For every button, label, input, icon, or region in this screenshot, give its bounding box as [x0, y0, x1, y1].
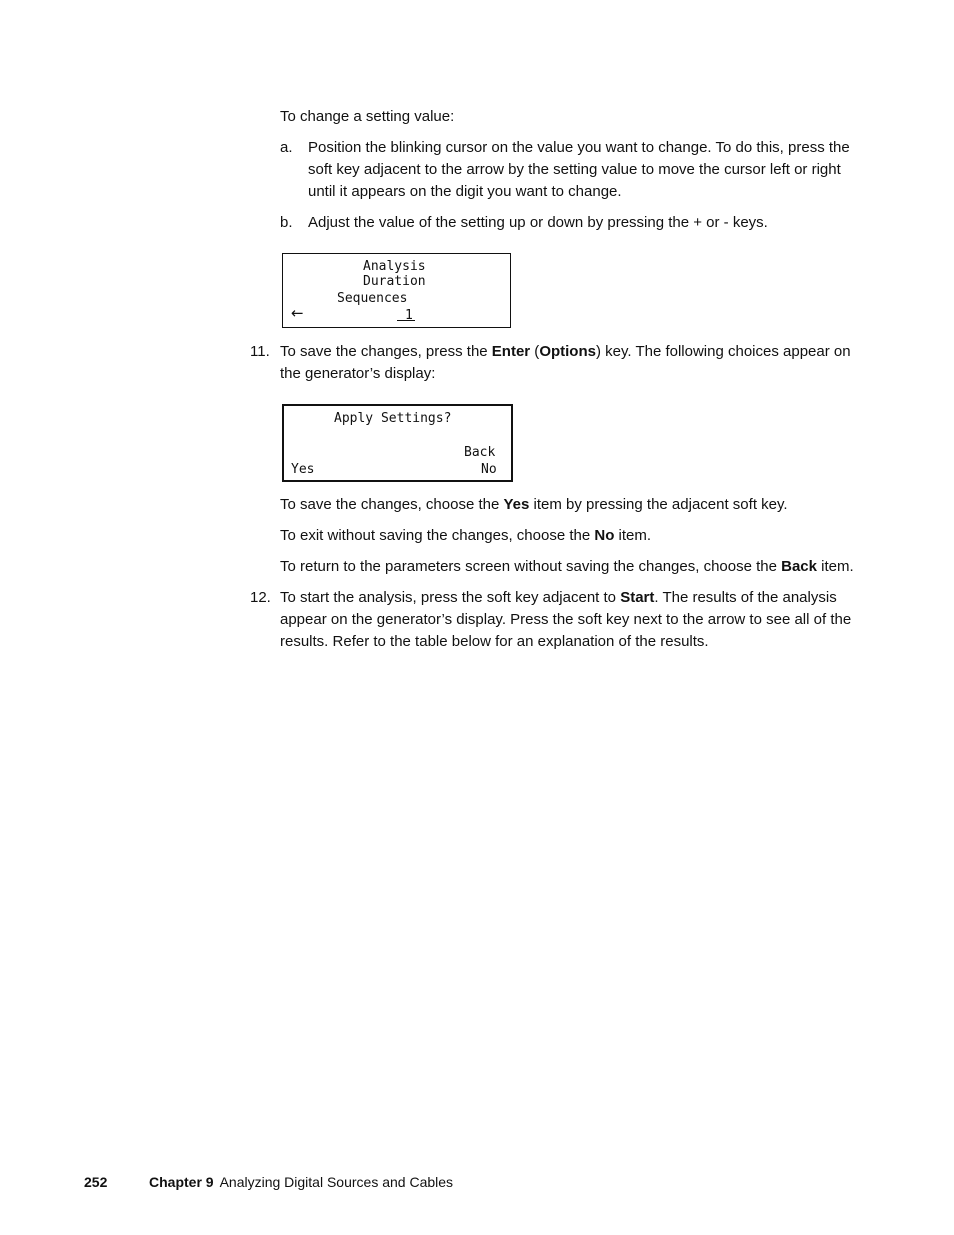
substep-text: Adjust the value of the setting up or down by pressing the + or - keys. — [308, 214, 768, 231]
chapter-footer — [149, 1172, 453, 1192]
para-back: To return to the parameters screen without saving the changes, choose the Back item. — [280, 558, 854, 575]
display-line-duration: Duration — [363, 274, 426, 289]
display-title: Apply Settings? — [334, 411, 452, 426]
intro-text: To change a setting value: — [280, 108, 455, 125]
display-back: Back — [464, 445, 496, 460]
analysis-duration-display — [282, 253, 511, 328]
para-yes: To save the changes, choose the Yes item by pressing the adjacent soft key. — [280, 496, 788, 513]
display-no: No — [481, 462, 497, 477]
display-line-sequences: Sequences — [337, 291, 408, 306]
page-number: 252 — [84, 1174, 108, 1190]
para-no: To exit without saving the changes, choose the No item. — [280, 527, 652, 544]
substep-label: a. — [280, 139, 293, 156]
step-number: 11. — [250, 343, 270, 360]
apply-settings-display — [282, 404, 513, 482]
display-line-analysis: Analysis — [363, 259, 426, 274]
step-number: 12. — [250, 589, 271, 606]
substep-text: Position the blinking cursor on the value you want to change. To do this, press the soft key adjacent to the arrow by the setting value to move the cursor left or right until it appears on the digit you want to change. — [308, 139, 850, 200]
step-text: To start the analysis, press the soft key adjacent to Start. The results of the analysis appear on the generator’s display. Press the soft key next to the arrow to see all of the results. Refer to the table below for an explanation of the results. — [280, 589, 852, 650]
left-arrow-icon: ← — [291, 304, 304, 322]
step-text: To save the changes, press the Enter (Options) key. The following choices appear on the generator’s display: — [280, 343, 851, 382]
chapter-label: Chapter 9 — [149, 1174, 214, 1190]
chapter-title: Analyzing Digital Sources and Cables — [219, 1174, 454, 1190]
substep-label: b. — [280, 214, 293, 231]
display-yes: Yes — [291, 462, 315, 477]
display-value: 1 — [405, 308, 413, 323]
